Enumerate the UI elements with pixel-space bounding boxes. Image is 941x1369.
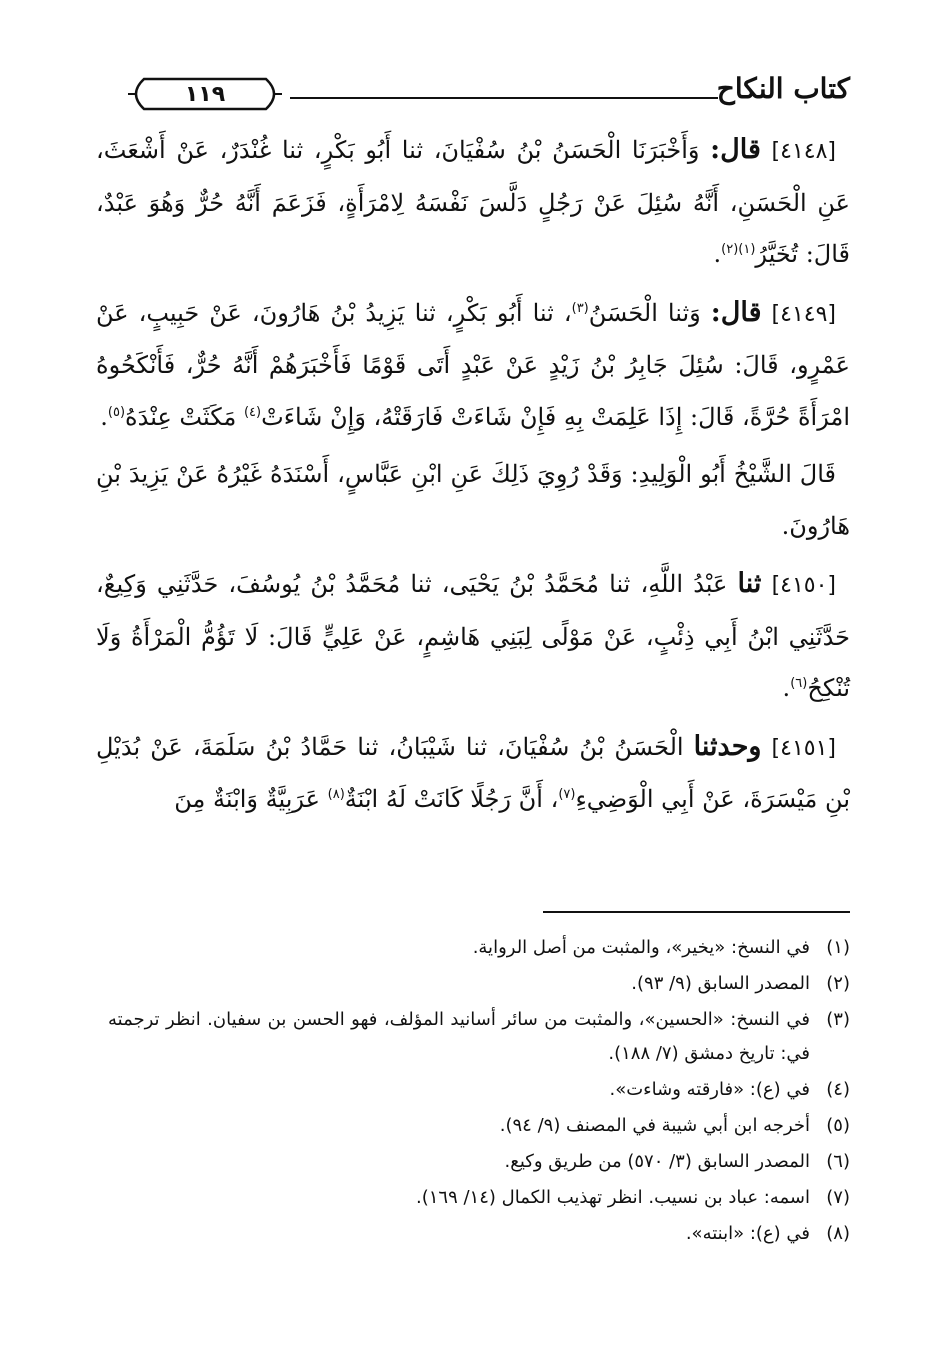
hadith-4150 bbox=[96, 558, 850, 715]
footnote-7 bbox=[108, 1181, 850, 1215]
footnote-number: (٦) bbox=[826, 1151, 850, 1172]
hadith-text: وَأَخْبَرَنَا الْحَسَنُ بْنُ سُفْيَانَ، ثنا أَبُو بَكْرٍ، ثنا غُنْدَرٌ، عَنْ أَشْعَثَ، عَنِ الْحَسَنِ، أَنَّهُ سُئِلَ عَنْ رَجُلٍ دَلَّسَ نَفْسَهُ لِامْرَأَةٍ، فَزَعَمَ أَنَّهُ حُرٌّ وَهُوَ عَبْدٌ، قَالَ: تُخَيَّرُ bbox=[96, 136, 850, 268]
hadith-4149 bbox=[96, 287, 850, 444]
footnote-4 bbox=[108, 1073, 850, 1107]
hadith-number: [٤١٤٩] bbox=[771, 301, 836, 327]
footnote-text: في (ع): «فارقته وشاءت». bbox=[609, 1079, 810, 1100]
hadith-4151 bbox=[96, 721, 850, 826]
footnote-number: (٣) bbox=[826, 1009, 850, 1030]
hadith-end: . bbox=[782, 674, 791, 702]
hadith-number: [٤١٥٠] bbox=[771, 573, 837, 598]
footnote-marker: (٣) bbox=[571, 300, 589, 316]
main-text bbox=[96, 124, 850, 832]
footnote-text: المصدر السابق (٣/ ٥٧٠) من طريق وكيع. bbox=[504, 1151, 810, 1172]
hadith-number: [٤١٥١] bbox=[771, 735, 836, 761]
footnote-5 bbox=[108, 1109, 850, 1143]
footnote-text: في النسخ: «يخير»، والمثبت من أصل الرواية. bbox=[472, 937, 810, 958]
hadith-keyword: ثنا bbox=[737, 568, 762, 599]
footnote-text: المصدر السابق (٩/ ٩٣). bbox=[631, 973, 810, 994]
footnote-number: (٥) bbox=[826, 1115, 850, 1136]
footnote-marker: (١)(٢) bbox=[721, 242, 756, 257]
hadith-end: . bbox=[100, 402, 108, 431]
footnote-marker: (٥) bbox=[107, 404, 126, 420]
book-title: كتاب النكاح bbox=[716, 72, 850, 105]
page-number: ١١٩ bbox=[184, 81, 226, 107]
footnote-marker: (٨) bbox=[327, 787, 345, 802]
footnote-6 bbox=[108, 1145, 850, 1179]
hadith-keyword: وحدثنا bbox=[693, 730, 762, 762]
hadith-text: مَكَثَتْ عِنْدَهُ bbox=[125, 402, 244, 431]
hadith-keyword: قال: bbox=[710, 296, 762, 328]
hadith-text: الْحَسَنُ بْنُ سُفْيَانَ، ثنا شَيْبَانُ، ثنا حَمَّادُ بْنُ سَلَمَةَ، عَنْ بُدَيْلِ بْنِ مَيْسَرَةَ، عَنْ أَبِي الْوَضِيءِ bbox=[96, 732, 850, 813]
footnote-text: في (ع): «ابنته». bbox=[685, 1223, 810, 1244]
hadith-text: ، أَنَّ رَجُلًا كَانَتْ لَهُ ابْنَةٌ bbox=[344, 785, 559, 813]
hadith-number: [٤١٤٨] bbox=[771, 139, 836, 164]
hadith-text: عَرَبِيَّةٌ وَابْنَةٌ مِنَ bbox=[174, 785, 328, 813]
hadith-keyword: قال: bbox=[710, 134, 761, 165]
footnote-text: اسمه: عباد بن نسيب. انظر تهذيب الكمال (١٤/ ١٦٩). bbox=[415, 1187, 810, 1208]
hadith-text: وَثنا الْحَسَنُ bbox=[588, 298, 701, 327]
footnote-number: (٨) bbox=[826, 1223, 850, 1244]
header-rule bbox=[290, 97, 718, 99]
footnote-number: (٧) bbox=[826, 1187, 850, 1208]
page-header bbox=[98, 70, 850, 120]
footnote-number: (٤) bbox=[826, 1079, 850, 1100]
footnote-number: (١) bbox=[826, 937, 850, 958]
hadith-text: ، ثنا أَبُو بَكْرٍ، ثنا يَزِيدُ بْنُ هَارُونَ، عَنْ حَبِيبٍ، عَنْ عَمْرٍو، قَالَ: سُئِلَ جَابِرُ بْنُ زَيْدٍ عَنْ عَبْدٍ أَتَى قَوْمًا فَأَخْبَرَهُمْ أَنَّهُ حُرٌّ، فَأَنْكَحُوهُ امْرَأَةً حُرَّةً، قَالَ: إِذَا عَلِمَتْ بِهِ فَإِنْ شَاءَتْ فَارَقَتْهُ، وَإِنْ شَاءَتْ bbox=[96, 298, 850, 431]
footnotes bbox=[108, 931, 850, 1253]
footnote-text: أخرجه ابن أبي شيبة في المصنف (٩/ ٩٤). bbox=[499, 1115, 810, 1136]
page-number-badge bbox=[126, 76, 284, 112]
hadith-end: . bbox=[713, 240, 722, 268]
footnote-8 bbox=[108, 1217, 850, 1251]
footnote-marker: (٤) bbox=[243, 404, 262, 420]
footnote-text: في النسخ: «الحسين»، والمثبت من سائر أسانيد المؤلف، فهو الحسن بن سفيان. انظر ترجمته في: تاريخ دمشق (٧/ ١٨٨). bbox=[108, 1009, 810, 1064]
footnote-marker: (٧) bbox=[558, 787, 576, 802]
footnote-number: (٢) bbox=[826, 973, 850, 994]
sheikh-comment bbox=[96, 449, 850, 552]
hadith-4148 bbox=[96, 124, 850, 281]
footnote-3 bbox=[108, 1003, 850, 1071]
footnote-marker: (٦) bbox=[790, 676, 808, 691]
comment-text: قَالَ الشَّيْخُ أَبُو الْوَلِيدِ: وَقَدْ رُوِيَ ذَلِكَ عَنِ ابْنِ عَبَّاسٍ، أَسْنَدَهُ غَيْرُهُ عَنْ يَزِيدَ بْنِ هَارُونَ. bbox=[96, 460, 850, 540]
footnote-1 bbox=[108, 931, 850, 965]
footnote-separator bbox=[543, 911, 850, 913]
hadith-text: عَبْدُ اللَّهِ، ثنا مُحَمَّدُ بْنُ يَحْيَى، ثنا مُحَمَّدُ بْنُ يُوسُفَ، حَدَّثَنِي وَكِيعٌ، حَدَّثَنِي ابْنُ أَبِي ذِئْبٍ، عَنْ مَوْلًى لِبَنِي هَاشِمٍ، عَنْ عَلِيٍّ قَالَ: لَا تَؤُمُّ الْمَرْأَةُ وَلَا تُنْكِحُ bbox=[96, 570, 850, 702]
footnote-2 bbox=[108, 967, 850, 1001]
